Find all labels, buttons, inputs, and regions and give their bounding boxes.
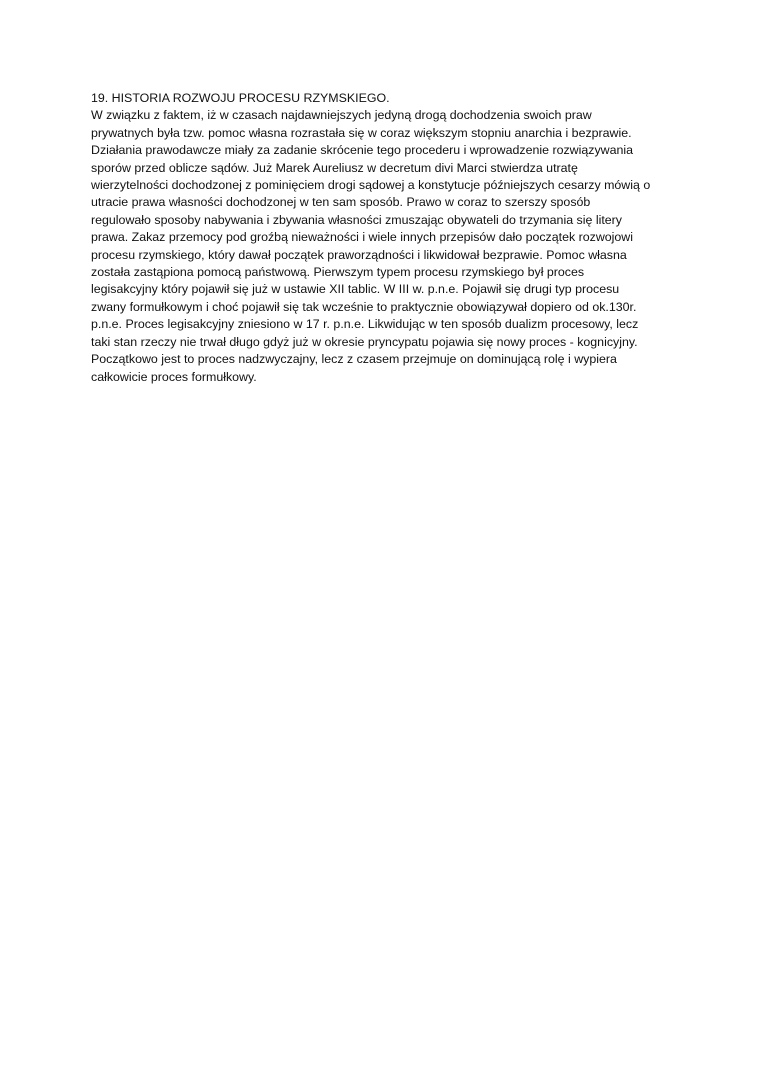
paragraph-line: p.n.e. Proces legisakcyjny zniesiono w 17 r. p.n.e. Likwidując w ten sposób dualizm procesowy, lecz <box>91 317 639 332</box>
document-title: 19. HISTORIA ROZWOJU PROCESU RZYMSKIEGO. <box>91 91 390 105</box>
paragraph-line: została zastąpiona pomocą państwową. Pierwszym typem procesu rzymskiego był proces <box>91 265 585 280</box>
document-body <box>91 90 681 386</box>
paragraph-line: procesu rzymskiego, który dawał początek praworządności i likwidował bezprawie. Pomoc własna <box>91 247 627 262</box>
paragraph-line: utracie prawa własności dochodzonej w ten sam sposób. Prawo w coraz to szerszy sposób <box>91 195 591 210</box>
paragraph-line: Działania prawodawcze miały za zadanie skrócenie tego procederu i wprowadzenie rozwiązywania <box>91 143 634 158</box>
paragraph-line: Początkowo jest to proces nadzwyczajny, lecz z czasem przejmuje on dominującą rolę i wypiera <box>91 352 617 367</box>
paragraph-line: prywatnych była tzw. pomoc własna rozrastała się w coraz większym stopniu anarchia i bezprawie. <box>91 125 632 140</box>
paragraph-line: taki stan rzeczy nie trwał długo gdyż już w okresie pryncypatu pojawia się nowy proces - kognicyjny. <box>91 334 638 349</box>
paragraph-line: regulowało sposoby nabywania i zbywania własności zmuszając obywateli do trzymania się litery <box>91 212 622 227</box>
paragraph-line: W związku z faktem, iż w czasach najdawniejszych jedyną drogą dochodzenia swoich praw <box>91 108 592 123</box>
paragraph-line: prawa. Zakaz przemocy pod groźbą nieważności i wiele innych przepisów dało początek rozwojowi <box>91 230 634 245</box>
paragraph-line: wierzytelności dochodzonej z pominięciem drogi sądowej a konstytucje późniejszych cesarzy mówią o <box>91 178 651 193</box>
paragraph-line: całkowicie proces formułkowy. <box>91 369 257 384</box>
paragraph-line: zwany formułkowym i choć pojawił się tak wcześnie to praktycznie obowiązywał dopiero od ok.130r. <box>91 299 637 314</box>
paragraph-line: legisakcyjny który pojawił się już w ustawie XII tablic. W III w. p.n.e. Pojawił się drugi typ procesu <box>91 282 620 297</box>
paragraph-line: sporów przed oblicze sądów. Już Marek Aureliusz w decretum divi Marci stwierdza utratę <box>91 160 578 175</box>
